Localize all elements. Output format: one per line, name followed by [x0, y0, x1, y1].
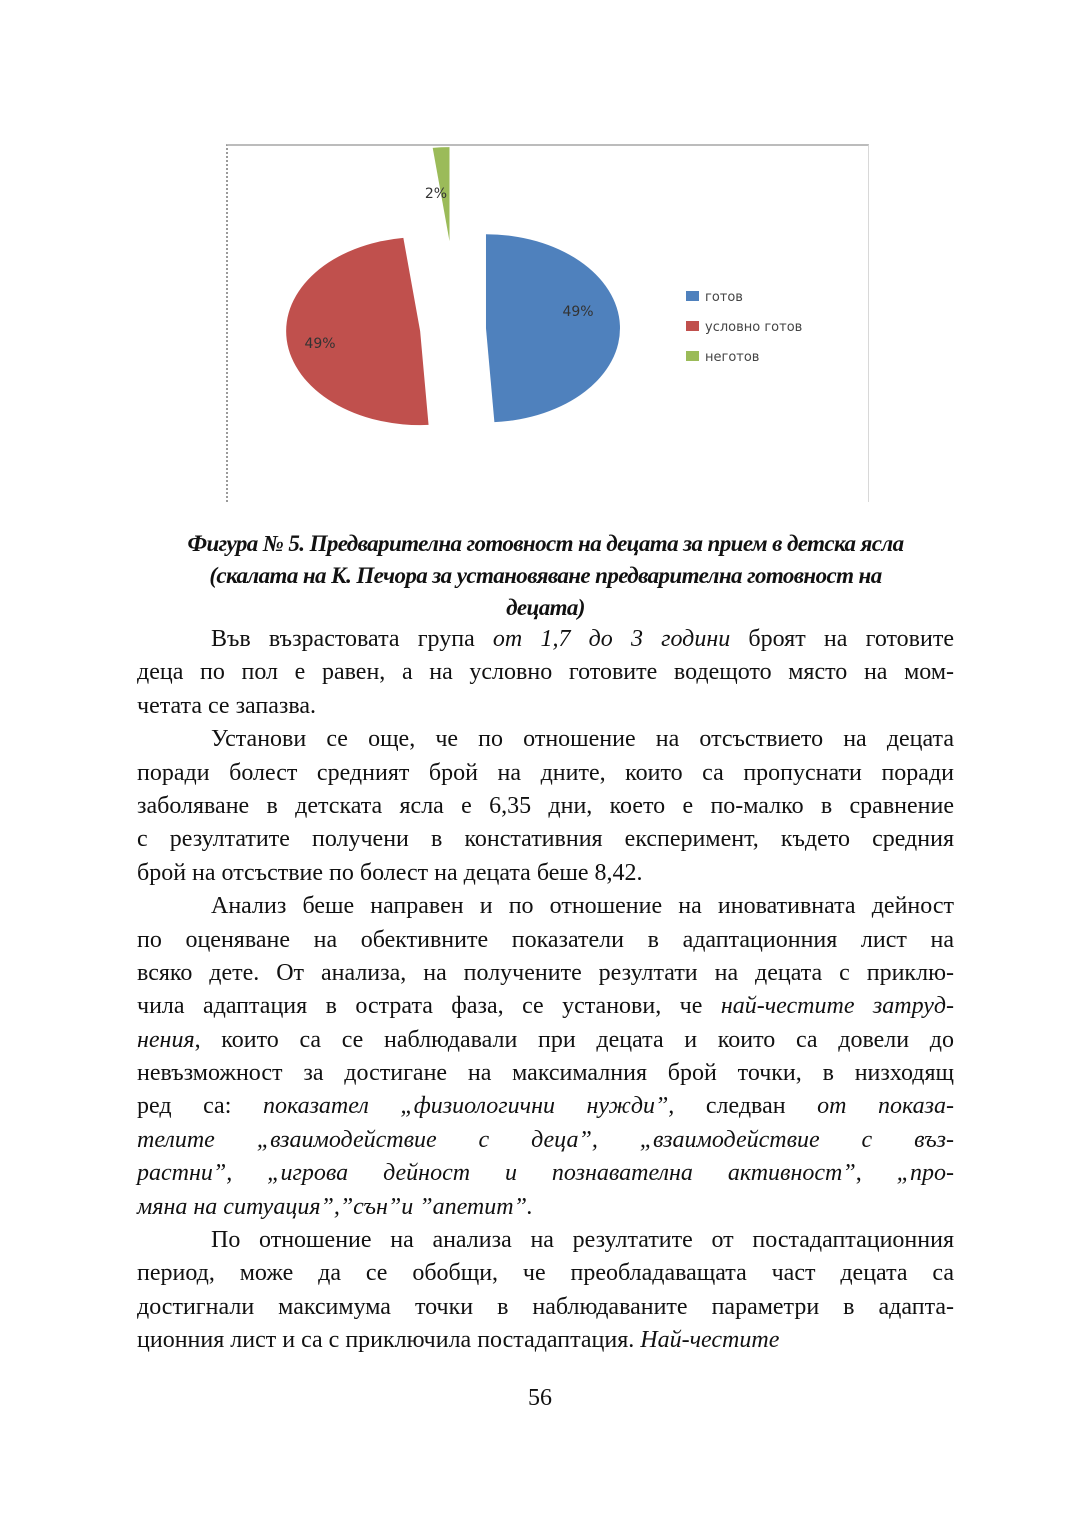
text-line	[137, 1291, 954, 1324]
figure-caption	[137, 528, 954, 624]
text-line	[137, 1024, 954, 1057]
text-segment: период, може да се обобщи, че преобладаващата част децата са	[137, 1260, 954, 1287]
pie-chart-figure	[226, 144, 869, 502]
pie-chart	[226, 144, 869, 502]
text-segment: с резултатите получени в констативния експеримент, където средния	[137, 826, 954, 853]
text-segment: Анализ беше направен и по отношение на иновативната дейност	[211, 893, 954, 920]
text-segment: поради болест средният брой на дните, които са пропуснати поради	[137, 759, 954, 786]
legend-label: готов	[705, 290, 743, 305]
text-line	[137, 857, 954, 890]
data-label: 49%	[562, 304, 594, 320]
text-segment: четата се запазва.	[137, 692, 317, 719]
text-segment: ред са:	[137, 1093, 263, 1120]
legend-swatch	[686, 351, 699, 361]
text-segment: ,	[855, 1160, 897, 1187]
text-line	[137, 757, 954, 790]
text-segment: невъзможност за достигане на максималния брой точки, в низходящ	[137, 1060, 954, 1087]
paragraph	[137, 623, 954, 723]
text-line	[137, 1257, 954, 1290]
text-line	[137, 1224, 954, 1257]
pie-slice-1	[286, 238, 428, 425]
text-segment: следван	[674, 1093, 818, 1120]
caption-line: (скалата на К. Печора за установяване предварителна готовност на	[209, 563, 882, 588]
legend-swatch	[686, 291, 699, 301]
paragraph	[137, 1224, 954, 1358]
legend-label: неготов	[705, 350, 760, 365]
italic-text: от показа-	[817, 1093, 955, 1120]
text-line	[137, 1124, 954, 1157]
text-line	[137, 957, 954, 990]
text-segment: Във възрастовата група	[211, 626, 493, 652]
text-segment: по оценяване на обективните показатели в адаптационния лист на	[137, 926, 954, 953]
caption-line: Фигура № 5. Предварителна готовност на децата за прием в детска ясла	[187, 531, 904, 556]
caption-line: децата)	[506, 595, 585, 620]
text-line	[137, 690, 954, 723]
text-segment: чила адаптация в острата фаза, се установи, че	[137, 993, 721, 1020]
pie-slice-0	[486, 234, 620, 422]
text-line	[137, 790, 954, 823]
paragraph	[137, 723, 954, 890]
italic-text: мяна на ситуация”,”сън”и ”апетит”.	[137, 1193, 533, 1220]
text-line	[137, 823, 954, 856]
data-label: 49%	[304, 336, 336, 352]
text-line	[137, 924, 954, 957]
text-segment: брой на отсъствие по болест на децата беше 8,42.	[137, 859, 643, 886]
text-line	[137, 723, 954, 756]
italic-text: нения	[137, 1026, 195, 1053]
text-line	[137, 1157, 954, 1190]
italic-text: телите „взаимодействие с деца”, „взаимодействие с въз-	[137, 1126, 954, 1153]
text-line	[137, 890, 954, 923]
text-line	[137, 1057, 954, 1090]
text-segment: броят на готовите	[730, 626, 954, 652]
body-text	[137, 623, 954, 1358]
legend-swatch	[686, 321, 699, 331]
text-line	[137, 1324, 954, 1357]
legend-label: условно готов	[705, 320, 803, 335]
text-segment: деца по пол е равен, а на условно готовите водещото място на мом-	[137, 659, 954, 686]
text-line	[137, 990, 954, 1023]
text-segment: достигнали максимума точки в наблюдаваните параметри в адапта-	[137, 1293, 954, 1320]
data-label: 2%	[424, 186, 448, 202]
paragraph	[137, 890, 954, 1224]
text-line	[137, 623, 954, 656]
italic-text: най-честите затруд-	[720, 993, 954, 1020]
text-segment: заболяване в детската ясла е 6,35 дни, което е по-малко в сравнение	[137, 792, 954, 819]
text-line	[137, 656, 954, 689]
page-number: 56	[528, 1385, 552, 1411]
text-line	[137, 1191, 954, 1224]
italic-text: показател „физиологични нужди”,	[262, 1093, 675, 1120]
text-segment: , които са се наблюдавали при децата и които са довели до	[194, 1026, 954, 1053]
text-segment: По отношение на анализа на резултатите от постадаптационния	[211, 1227, 954, 1254]
italic-text: „про-	[896, 1160, 954, 1187]
text-line	[137, 1090, 954, 1123]
italic-text: Най-честите	[640, 1327, 780, 1354]
text-segment: ционния лист и са с приключила постадаптация.	[137, 1327, 641, 1354]
italic-text: растни”, „игрова дейност и познавателна активност”	[137, 1160, 856, 1187]
text-segment: всяко дете. От анализа, на получените резултати на децата с приклю-	[137, 959, 954, 986]
text-segment: Установи се още, че по отношение на отсъствието на децата	[211, 726, 954, 753]
italic-text: от 1,7 до 3 години	[492, 626, 731, 652]
